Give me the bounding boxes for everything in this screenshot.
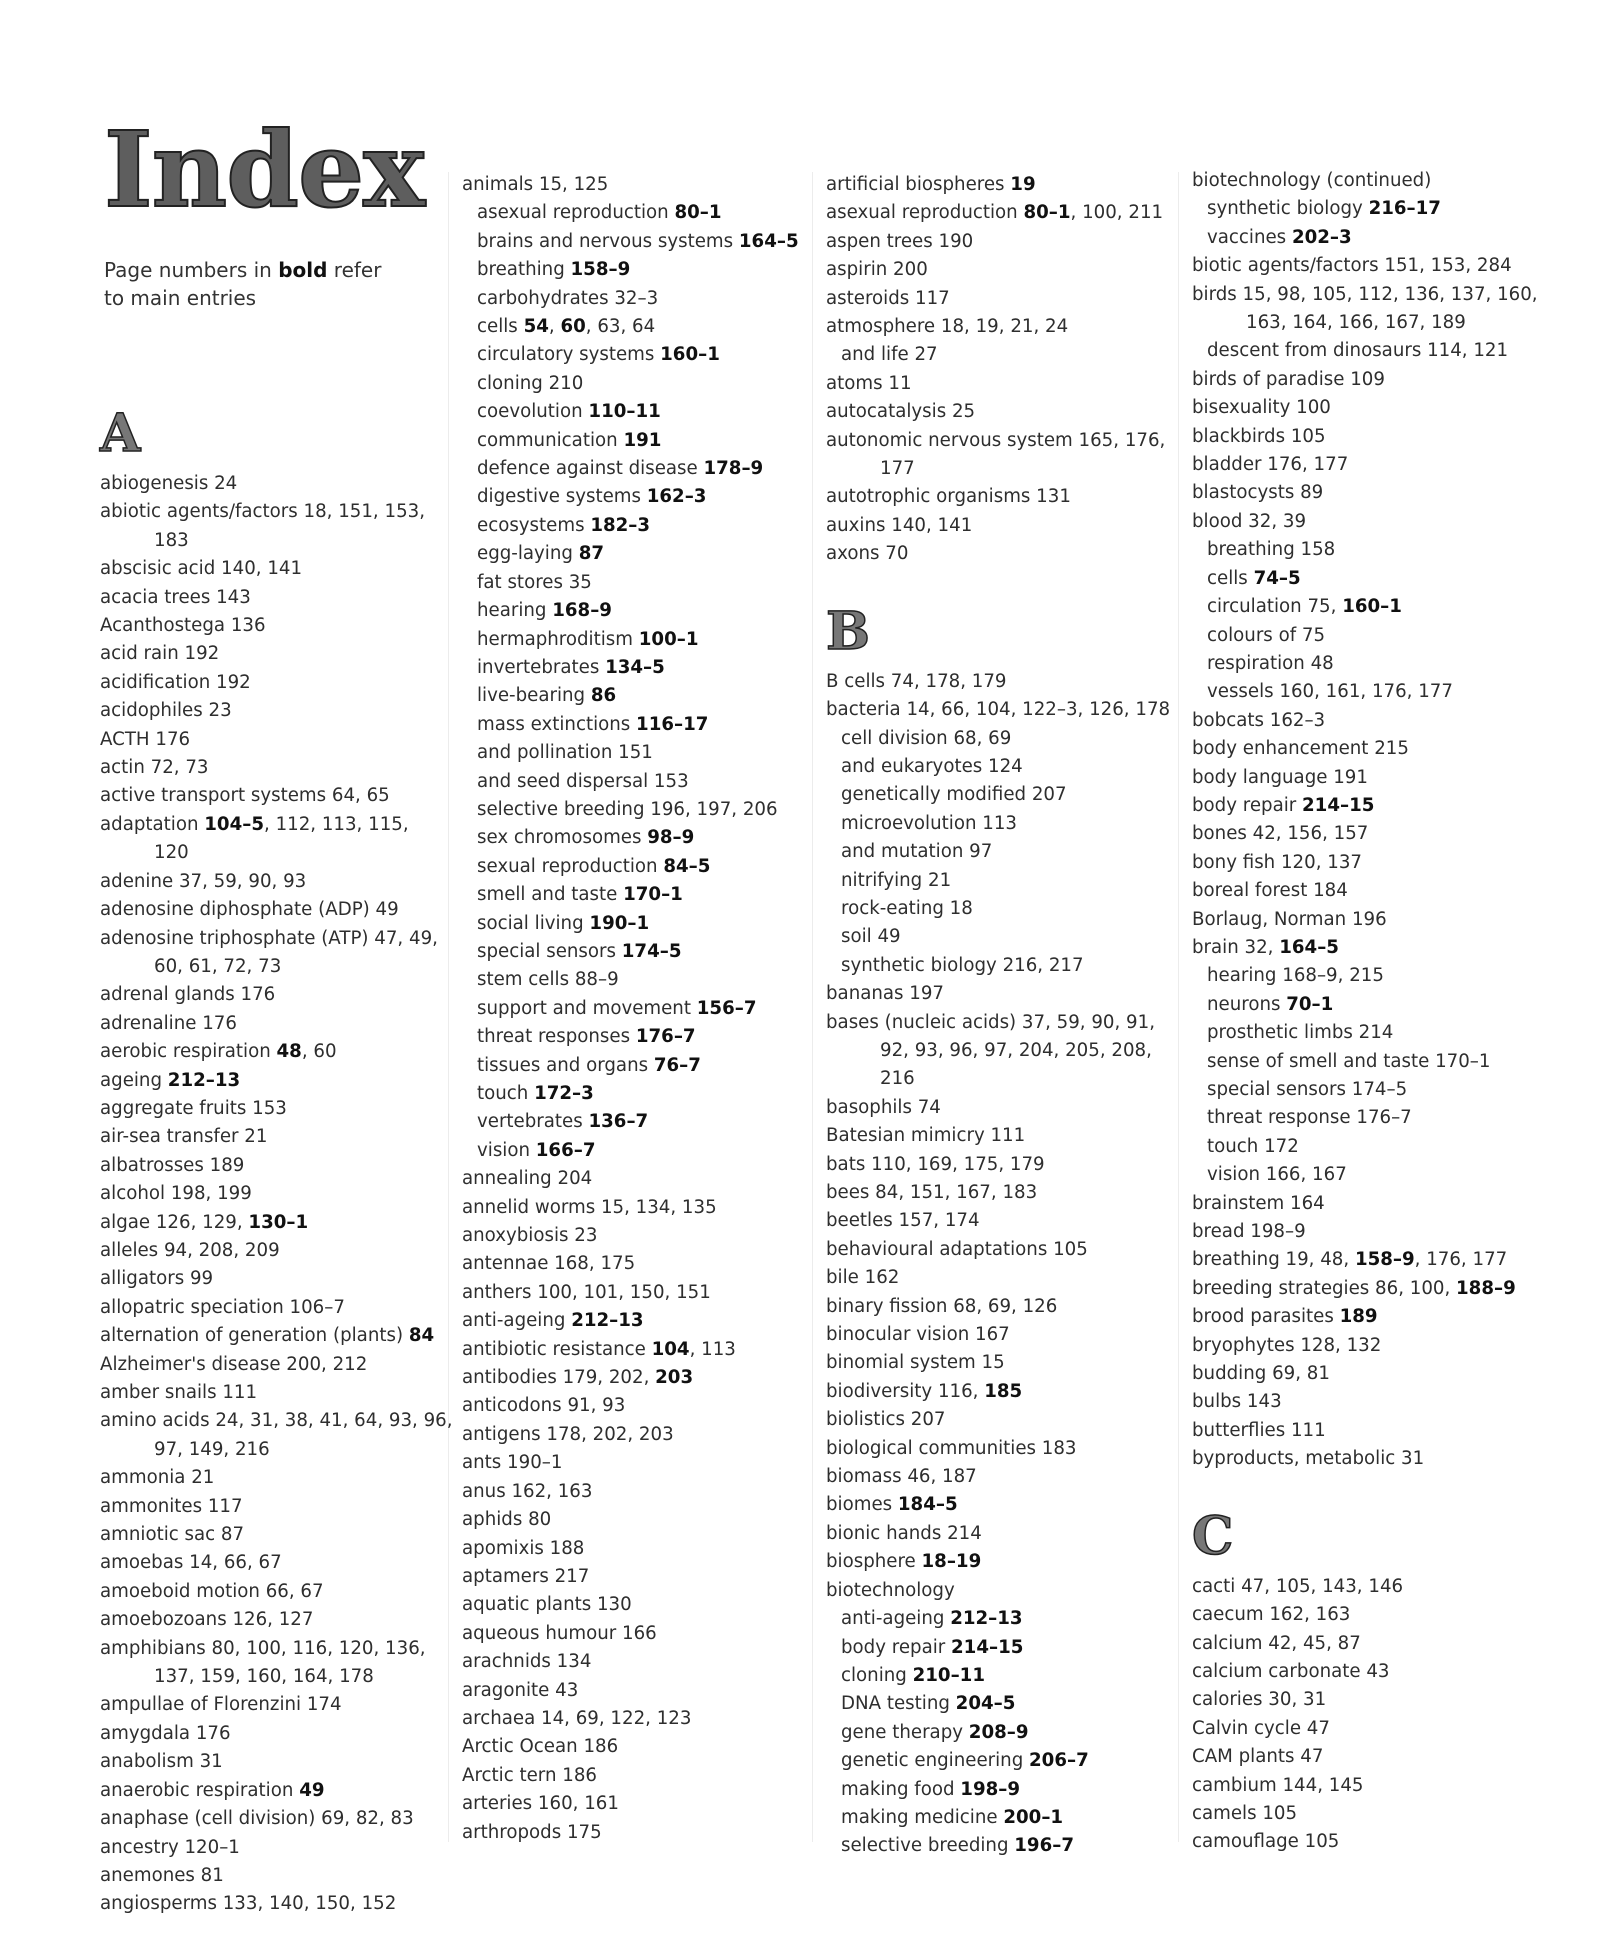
index-entry: anabolism 31	[100, 1751, 223, 1773]
index-subentry: special sensors 174–5	[1207, 1079, 1408, 1100]
index-subentry: fat stores 35	[477, 571, 592, 593]
index-entry: biomass 46, 187	[826, 1466, 977, 1488]
section-letter-a: A	[100, 403, 141, 464]
index-entry: calories 30, 31	[1192, 1689, 1327, 1711]
index-column-2	[462, 171, 799, 1847]
main-entry-page: 198–9	[960, 1778, 1021, 1800]
main-entry-page: 203	[655, 1367, 694, 1389]
main-entry-page: 134–5	[605, 656, 665, 678]
index-entry: artificial biospheres 19	[826, 174, 1036, 195]
index-entry: asexual reproduction 80–1, 100, 211	[826, 202, 1164, 224]
index-entry: abiotic agents/factors 18, 151, 153, 183	[100, 498, 453, 555]
main-entry-page: 182–3	[590, 514, 651, 536]
main-entry-page: 208–9	[968, 1721, 1029, 1743]
main-entry-page: 86	[590, 685, 617, 707]
entry-continuation: 92, 93, 96, 97, 204, 205, 208,	[880, 1039, 1152, 1061]
index-subentry: digestive systems 162–3	[477, 486, 707, 508]
main-entry-page: 160–1	[660, 344, 720, 366]
index-subentry: and pollination 151	[477, 742, 653, 764]
index-subentry: sense of smell and taste 170–1	[1207, 1050, 1491, 1072]
index-entry: ampullae of Florenzini 174	[100, 1694, 342, 1716]
index-entry: basophils 74	[826, 1096, 941, 1118]
main-entry-page: 216–17	[1368, 198, 1441, 220]
main-entry-page: 214–15	[1302, 794, 1375, 816]
index-entry: calcium 42, 45, 87	[1192, 1632, 1361, 1654]
index-entry: brain 32, 164–5	[1192, 936, 1339, 958]
index-entry: ageing 212–13	[100, 1069, 241, 1091]
index-entry: axons 70	[826, 543, 909, 565]
index-subentry: egg-laying 87	[477, 543, 605, 565]
entry-continuation: 183	[154, 529, 189, 551]
index-entry: antigens 178, 202, 203	[462, 1423, 674, 1445]
main-entry-page: 172–3	[534, 1083, 594, 1104]
index-subentry: rock-eating 18	[841, 897, 973, 919]
index-entry: Calvin cycle 47	[1192, 1717, 1330, 1739]
index-entry: adenosine diphosphate (ADP) 49	[100, 899, 399, 921]
main-entry-page: 74–5	[1253, 567, 1301, 589]
index-entry: adenosine triphosphate (ATP) 47, 49, 60, 61, 72, 73	[100, 925, 453, 982]
main-entry-page: 206–7	[1029, 1750, 1089, 1772]
index-entry: bees 84, 151, 167, 183	[826, 1182, 1038, 1203]
main-entry-page: 210–11	[912, 1664, 985, 1686]
entry-continuation: 60, 61, 72, 73	[154, 955, 282, 977]
main-entry-page: 158–9	[570, 259, 631, 281]
index-entry: alcohol 198, 199	[100, 1183, 252, 1205]
index-entry: aggregate fruits 153	[100, 1097, 287, 1119]
index-subentry: vessels 160, 161, 176, 177	[1207, 681, 1453, 703]
index-entry: aragonite 43	[462, 1679, 579, 1701]
index-entry: binomial system 15	[826, 1352, 1005, 1374]
index-entry: CAM plants 47	[1192, 1746, 1324, 1768]
index-entry: byproducts, metabolic 31	[1192, 1448, 1425, 1470]
main-entry-page: 170–1	[623, 884, 683, 906]
column-divider	[1178, 172, 1179, 1842]
index-subentry: ecosystems 182–3	[477, 514, 651, 536]
index-subentry: circulatory systems 160–1	[477, 344, 720, 366]
index-entry: biomes 184–5	[826, 1494, 958, 1516]
main-entry-page: 204–5	[955, 1693, 1016, 1715]
index-entry: boreal forest 184	[1192, 880, 1348, 902]
index-entry: atoms 11	[826, 372, 912, 394]
index-entry: animals 15, 125	[462, 174, 609, 195]
index-entry: Alzheimer's disease 200, 212	[100, 1353, 368, 1375]
index-subentry: neurons 70–1	[1207, 993, 1334, 1015]
index-entry: bats 110, 169, 175, 179	[826, 1153, 1045, 1175]
index-entry: annelid worms 15, 134, 135	[462, 1196, 717, 1218]
index-entry: antibodies 179, 202, 203	[462, 1367, 694, 1389]
index-entry: arthropods 175	[462, 1821, 602, 1843]
index-entry: anaphase (cell division) 69, 82, 83	[100, 1808, 414, 1830]
index-entry: breathing 19, 48, 158–9, 176, 177	[1192, 1249, 1508, 1271]
index-entry: auxins 140, 141	[826, 514, 973, 536]
index-subentry: touch 172	[1207, 1135, 1299, 1157]
index-entry: ammonia 21	[100, 1467, 215, 1489]
index-entry: autonomic nervous system 165, 176, 177	[826, 427, 1170, 484]
index-entry: ACTH 176	[100, 728, 191, 750]
index-subentry: soil 49	[841, 926, 901, 948]
index-entry: body enhancement 215	[1192, 738, 1409, 760]
index-entry: aspen trees 190	[826, 230, 974, 252]
index-subentry: hermaphroditism 100–1	[477, 628, 699, 650]
index-subentry: DNA testing 204–5	[841, 1693, 1016, 1715]
index-entry: autotrophic organisms 131	[826, 486, 1071, 508]
index-subentry: breathing 158	[1207, 539, 1336, 561]
main-entry-page: 98–9	[647, 827, 695, 849]
entry-continuation: 163, 164, 166, 167, 189	[1246, 312, 1466, 334]
index-entry: anaerobic respiration 49	[100, 1779, 325, 1801]
section-letter-b: B	[826, 600, 870, 662]
index-entry: bladder 176, 177	[1192, 454, 1349, 476]
index-entry: biolistics 207	[826, 1409, 946, 1431]
main-entry-page: 60	[560, 316, 586, 338]
main-entry-page: 212–13	[167, 1069, 241, 1091]
main-entry-page: 188–9	[1456, 1277, 1516, 1299]
index-entry: aphids 80	[462, 1509, 552, 1531]
main-entry-page: 200–1	[1003, 1806, 1064, 1828]
index-subentry: nitrifying 21	[841, 869, 952, 891]
index-entry: acacia trees 143	[100, 586, 251, 608]
main-entry-page: 116–17	[636, 713, 709, 735]
index-entry: birds 15, 98, 105, 112, 136, 137, 160, 163, 164, 166, 167, 189	[1192, 281, 1538, 338]
index-subentry: cell division 68, 69	[841, 727, 1012, 749]
index-entry: amber snails 111	[100, 1382, 258, 1403]
index-subentry: synthetic biology 216, 217	[841, 954, 1084, 976]
index-entry: angiosperms 133, 140, 150, 152	[100, 1893, 397, 1915]
index-subentry: mass extinctions 116–17	[477, 713, 709, 735]
index-entry: aqueous humour 166	[462, 1622, 657, 1644]
index-entry: budding 69, 81	[1192, 1363, 1330, 1385]
index-entry: cambium 144, 145	[1192, 1774, 1364, 1796]
index-entry: annealing 204	[462, 1168, 593, 1190]
main-entry-page: 80–1	[1023, 202, 1071, 224]
index-entry: cacti 47, 105, 143, 146	[1192, 1575, 1404, 1597]
index-entry: birds of paradise 109	[1192, 368, 1385, 390]
index-entry: breeding strategies 86, 100, 188–9	[1192, 1277, 1516, 1299]
index-entry: bony fish 120, 137	[1192, 851, 1362, 873]
index-entry: abiogenesis 24	[100, 473, 238, 494]
index-entry: bionic hands 214	[826, 1522, 982, 1544]
index-entry: asteroids 117	[826, 287, 950, 309]
index-subentry: gene therapy 208–9	[841, 1721, 1029, 1743]
index-subentry: support and movement 156–7	[477, 997, 757, 1019]
index-entry: acid rain 192	[100, 643, 220, 665]
index-entry: B cells 74, 178, 179	[826, 670, 1007, 692]
index-subentry: selective breeding 196, 197, 206	[477, 798, 778, 820]
index-entry: arteries 160, 161	[462, 1793, 619, 1815]
main-entry-page: 162–3	[646, 486, 707, 508]
main-entry-page: 164–5	[738, 230, 799, 252]
index-entry: aquatic plants 130	[462, 1594, 632, 1616]
index-subentry: breathing 158–9	[477, 259, 631, 281]
index-entry: biological communities 183	[826, 1437, 1077, 1459]
index-entry: bisexuality 100	[1192, 397, 1331, 419]
index-entry: ancestry 120–1	[100, 1836, 240, 1858]
main-entry-page: 80–1	[674, 202, 722, 224]
index-entry: adrenal glands 176	[100, 984, 276, 1006]
index-entry: amphibians 80, 100, 116, 120, 136, 137, 159, 160, 164, 178	[100, 1635, 453, 1692]
index-entry: algae 126, 129, 130–1	[100, 1211, 309, 1233]
index-subentry: smell and taste 170–1	[477, 884, 683, 906]
main-entry-page: 104–5	[204, 813, 264, 835]
index-entry: bryophytes 128, 132	[1192, 1334, 1382, 1356]
index-entry: abscisic acid 140, 141	[100, 558, 303, 580]
main-entry-page: 110–11	[588, 401, 661, 423]
index-entry: albatrosses 189	[100, 1154, 245, 1176]
index-subentry: circulation 75, 160–1	[1207, 596, 1402, 618]
index-entry: butterflies 111	[1192, 1419, 1326, 1441]
index-entry: Batesian mimicry 111	[826, 1125, 1026, 1147]
index-entry: behavioural adaptations 105	[826, 1238, 1088, 1260]
index-subentry: prosthetic limbs 214	[1207, 1022, 1394, 1044]
index-subentry: asexual reproduction 80–1	[477, 202, 722, 224]
index-entry: biotechnology	[826, 1579, 955, 1601]
index-subentry: genetically modified 207	[841, 784, 1067, 806]
index-subentry: microevolution 113	[841, 812, 1017, 834]
column-divider	[812, 172, 813, 1842]
index-entry: blackbirds 105	[1192, 425, 1326, 447]
index-entry: amoeboid motion 66, 67	[100, 1580, 324, 1602]
main-entry-page: 130–1	[248, 1211, 309, 1233]
index-subentry: anti-ageing 212–13	[841, 1608, 1023, 1630]
main-entry-page: 100–1	[638, 628, 699, 650]
index-entry: adrenaline 176	[100, 1012, 237, 1034]
page-title: Index	[104, 108, 425, 231]
index-subentry: social living 190–1	[477, 912, 650, 934]
index-entry: blastocysts 89	[1192, 482, 1324, 504]
index-entry: amoebozoans 126, 127	[100, 1609, 314, 1631]
main-entry-page: 18–19	[921, 1551, 982, 1573]
index-subentry: making medicine 200–1	[841, 1806, 1064, 1828]
index-subentry: brains and nervous systems 164–5	[477, 230, 799, 252]
index-entry: archaea 14, 69, 122, 123	[462, 1707, 692, 1729]
index-subentry: vertebrates 136–7	[477, 1111, 649, 1133]
index-entry: anemones 81	[100, 1864, 224, 1886]
index-entry: acidophiles 23	[100, 700, 232, 722]
main-entry-page: 84–5	[663, 855, 711, 877]
index-subentry: cloning 210	[477, 372, 584, 394]
index-entry: apomixis 188	[462, 1537, 585, 1559]
index-subentry: coevolution 110–11	[477, 401, 661, 423]
index-subentry: cloning 210–11	[841, 1664, 985, 1686]
index-subentry: colours of 75	[1207, 624, 1326, 646]
main-entry-page: 174–5	[621, 940, 682, 962]
index-subentry: touch 172–3	[477, 1083, 594, 1104]
index-entry: bulbs 143	[1192, 1391, 1282, 1413]
index-entry: Borlaug, Norman 196	[1192, 908, 1387, 930]
index-subentry: live-bearing 86	[477, 685, 617, 707]
index-entry: allopatric speciation 106–7	[100, 1296, 345, 1318]
index-entry: bread 198–9	[1192, 1221, 1306, 1243]
index-subentry: and mutation 97	[841, 841, 993, 863]
main-entry-page: 212–13	[571, 1310, 644, 1332]
index-entry: biotic agents/factors 151, 153, 284	[1192, 255, 1512, 277]
index-subentry: and life 27	[841, 344, 938, 366]
index-entry: autocatalysis 25	[826, 401, 976, 423]
index-entry: amino acids 24, 31, 38, 41, 64, 93, 96, 97, 149, 216	[100, 1407, 453, 1464]
index-entry: aptamers 217	[462, 1565, 590, 1587]
index-column-4	[1192, 167, 1538, 1857]
index-subentry: hearing 168–9, 215	[1207, 965, 1384, 987]
entry-continuation: 97, 149, 216	[154, 1438, 270, 1460]
index-entry: adaptation 104–5, 112, 113, 115, 120	[100, 811, 453, 868]
index-entry: camels 105	[1192, 1802, 1298, 1824]
main-entry-page: 164–5	[1279, 936, 1339, 958]
index-subentry: tissues and organs 76–7	[477, 1054, 701, 1076]
index-entry: anthers 100, 101, 150, 151	[462, 1281, 711, 1303]
main-entry-page: 184–5	[897, 1494, 958, 1516]
index-entry: biodiversity 116, 185	[826, 1380, 1023, 1402]
main-entry-page: 191	[623, 429, 662, 451]
index-entry: antennae 168, 175	[462, 1253, 636, 1275]
main-entry-page: 189	[1339, 1306, 1378, 1328]
main-entry-page: 104	[651, 1338, 690, 1360]
index-entry: anoxybiosis 23	[462, 1225, 598, 1247]
index-entry: alternation of generation (plants) 84	[100, 1325, 435, 1347]
index-subentry: invertebrates 134–5	[477, 656, 665, 678]
index-entry: binocular vision 167	[826, 1324, 1010, 1346]
index-entry: biosphere 18–19	[826, 1551, 982, 1573]
index-entry: atmosphere 18, 19, 21, 24	[826, 316, 1069, 338]
index-column-3	[826, 171, 1170, 1861]
main-entry-page: 168–9	[552, 600, 612, 622]
index-subentry: vaccines 202–3	[1207, 226, 1352, 248]
index-subentry: defence against disease 178–9	[477, 458, 764, 480]
main-entry-page: 202–3	[1291, 226, 1352, 248]
index-entry: arachnids 134	[462, 1651, 592, 1673]
index-entry: amoebas 14, 66, 67	[100, 1552, 282, 1574]
main-entry-page: 185	[984, 1380, 1023, 1402]
index-subentry: threat responses 176–7	[477, 1026, 696, 1048]
index-entry: anticodons 91, 93	[462, 1395, 626, 1417]
index-entry: active transport systems 64, 65	[100, 785, 390, 807]
index-subentry: hearing 168–9	[477, 600, 612, 622]
index-entry: Arctic Ocean 186	[462, 1736, 619, 1758]
main-entry-page: 70–1	[1286, 993, 1334, 1015]
index-entry: aerobic respiration 48, 60	[100, 1041, 337, 1063]
index-entry: caecum 162, 163	[1192, 1604, 1351, 1626]
main-entry-page: 166–7	[535, 1139, 596, 1161]
index-subentry: respiration 48	[1207, 652, 1334, 674]
index-entry: brainstem 164	[1192, 1192, 1325, 1214]
index-entry: bobcats 162–3	[1192, 709, 1326, 731]
main-entry-page: 214–15	[951, 1636, 1024, 1658]
main-entry-page: 84	[408, 1325, 435, 1347]
index-entry: amniotic sac 87	[100, 1524, 245, 1546]
index-entry: bile 162	[826, 1267, 900, 1289]
entry-continuation: 137, 159, 160, 164, 178	[154, 1666, 374, 1688]
main-entry-page: 54	[523, 316, 549, 338]
index-entry: adenine 37, 59, 90, 93	[100, 870, 307, 892]
index-entry: anus 162, 163	[462, 1480, 593, 1502]
index-subentry: sexual reproduction 84–5	[477, 855, 711, 877]
main-entry-page: 76–7	[653, 1054, 701, 1076]
section-letter-c: C	[1192, 1505, 1234, 1567]
index-entry: beetles 157, 174	[826, 1210, 980, 1232]
index-subentry: genetic engineering 206–7	[841, 1750, 1089, 1772]
index-entry: calcium carbonate 43	[1192, 1660, 1390, 1682]
index-entry: alleles 94, 208, 209	[100, 1239, 280, 1261]
main-entry-page: 136–7	[588, 1111, 649, 1133]
index-subentry: descent from dinosaurs 114, 121	[1207, 340, 1509, 362]
index-entry: air-sea transfer 21	[100, 1126, 268, 1148]
index-entry: aspirin 200	[826, 259, 928, 281]
main-entry-page: 19	[1010, 174, 1036, 195]
index-entry: Acanthostega 136	[100, 615, 266, 637]
index-entry: bananas 197	[826, 983, 945, 1005]
index-entry: anti-ageing 212–13	[462, 1310, 644, 1332]
index-note: Page numbers in bold refer to main entries	[104, 258, 382, 310]
index-subentry: selective breeding 196–7	[841, 1835, 1074, 1857]
index-entry: antibiotic resistance 104, 113	[462, 1338, 736, 1360]
index-subentry: synthetic biology 216–17	[1207, 198, 1441, 220]
entry-continuation: 216	[880, 1068, 915, 1090]
main-entry-page: 156–7	[696, 997, 757, 1019]
main-entry-page: 196–7	[1014, 1835, 1074, 1857]
entry-continuation: 120	[154, 842, 189, 864]
main-entry-page: 190–1	[589, 912, 650, 934]
index-entry: camouflage 105	[1192, 1831, 1340, 1853]
entry-continuation: 177	[880, 458, 915, 480]
index-subentry: threat response 176–7	[1207, 1107, 1412, 1129]
main-entry-page: 87	[578, 543, 605, 565]
main-entry-page: 160–1	[1342, 596, 1402, 618]
index-entry: acidification 192	[100, 671, 251, 693]
index-subentry: vision 166–7	[477, 1139, 596, 1161]
index-entry: alligators 99	[100, 1268, 214, 1290]
index-entry: actin 72, 73	[100, 757, 209, 779]
main-entry-page: 212–13	[950, 1608, 1023, 1630]
index-subentry: communication 191	[477, 429, 662, 451]
index-subentry: cells 54, 60, 63, 64	[477, 316, 656, 338]
main-entry-page: 158–9	[1354, 1249, 1415, 1271]
index-entry: bones 42, 156, 157	[1192, 823, 1369, 845]
main-entry-page: 176–7	[635, 1026, 696, 1048]
index-subentry: cells 74–5	[1207, 567, 1301, 589]
index-entry: binary fission 68, 69, 126	[826, 1295, 1058, 1317]
main-entry-page: 48	[276, 1041, 302, 1063]
index-subentry: vision 166, 167	[1207, 1164, 1347, 1186]
index-entry: bacteria 14, 66, 104, 122–3, 126, 178	[826, 699, 1171, 721]
main-entry-page: 49	[299, 1779, 325, 1801]
index-entry: ants 190–1	[462, 1452, 563, 1474]
index-entry: brood parasites 189	[1192, 1306, 1378, 1328]
index-subentry: stem cells 88–9	[477, 969, 619, 991]
index-entry: Arctic tern 186	[462, 1764, 597, 1786]
index-entry: biotechnology (continued)	[1192, 170, 1432, 191]
index-entry: ammonites 117	[100, 1495, 243, 1517]
index-subentry: making food 198–9	[841, 1778, 1021, 1800]
index-entry: blood 32, 39	[1192, 510, 1307, 532]
index-entry: body repair 214–15	[1192, 794, 1375, 816]
index-column-1	[100, 398, 453, 1919]
index-entry: body language 191	[1192, 766, 1368, 788]
index-subentry: carbohydrates 32–3	[477, 287, 659, 309]
index-entry: bases (nucleic acids) 37, 59, 90, 91, 92, 93, 96, 97, 204, 205, 208, 216	[826, 1009, 1170, 1094]
index-entry: amygdala 176	[100, 1722, 231, 1744]
index-subentry: body repair 214–15	[841, 1636, 1024, 1658]
index-subentry: sex chromosomes 98–9	[477, 827, 695, 849]
index-subentry: and eukaryotes 124	[841, 755, 1023, 777]
index-subentry: and seed dispersal 153	[477, 770, 689, 792]
main-entry-page: 178–9	[703, 458, 764, 480]
index-subentry: special sensors 174–5	[477, 940, 682, 962]
